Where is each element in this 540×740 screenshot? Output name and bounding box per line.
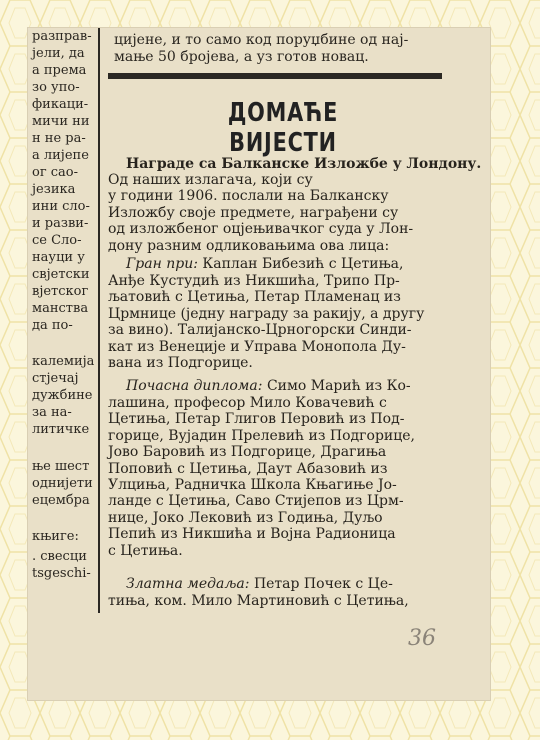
paragraph-line: лашина, професор Мило Ковачевић с xyxy=(108,395,387,411)
left-column-line: калемија xyxy=(32,354,95,369)
diploma-paragraph xyxy=(108,395,415,559)
paragraph-line: с Цетиња. xyxy=(108,542,183,559)
page-number-mark: 36 xyxy=(408,626,436,651)
grand-prix-line xyxy=(126,256,403,272)
column-divider xyxy=(98,28,100,613)
grand-prix-label: Гран при: xyxy=(126,256,198,272)
left-column-line: ецембра xyxy=(32,493,90,508)
article-title-line xyxy=(126,156,481,172)
paragraph-line: Од наших излагача, који су xyxy=(108,172,313,188)
left-column-line: јели, да xyxy=(32,46,85,61)
left-column-line: вјетског xyxy=(32,284,89,299)
gold-first: Петар Почек с Це- xyxy=(253,576,393,592)
left-column-line: ини сло- xyxy=(32,199,90,214)
diploma-label: Почасна диплома: xyxy=(126,378,263,394)
paragraph-line: љатовић с Цетиња, Петар Пламенац из xyxy=(108,289,401,306)
paragraph-line: Поповић с Цетиња, Даут Абазовић из xyxy=(108,460,388,477)
paragraph-line: Улциња, Радничка Школа Књагиње Јо- xyxy=(108,477,397,494)
left-column-line: . свесци xyxy=(32,549,87,564)
left-column-line: ог сао- xyxy=(32,165,79,180)
grand-prix-paragraph xyxy=(108,273,424,371)
left-column-line: зо упо- xyxy=(32,80,80,95)
paragraph-line: Изложбу своје предмете, награђени су xyxy=(108,204,399,221)
left-column-line: да по- xyxy=(32,318,73,333)
left-column-line: однијети xyxy=(32,476,93,491)
left-column-line: и разви- xyxy=(32,216,89,231)
top-line-2: мање 50 бројева, а уз готов новац. xyxy=(114,49,369,65)
paragraph-line: дону разним одликовањима ова лица: xyxy=(108,237,390,254)
section-rule xyxy=(108,73,442,79)
left-column-line: језика xyxy=(32,182,76,197)
left-column-line: фикаци- xyxy=(32,97,89,112)
diploma-line xyxy=(126,378,411,394)
paragraph-line: за вино). Талијанско-Црногорски Синди- xyxy=(108,322,412,339)
section-heading: ДОМАЋЕ ВИЈЕСТИ xyxy=(227,98,339,158)
gold-label: Златна медаља: xyxy=(126,576,250,592)
paragraph-line: вана из Подгорице. xyxy=(108,355,253,372)
grand-prix-first: Каплан Бибезић с Цетиња, xyxy=(202,256,404,272)
left-column-line: манства xyxy=(32,301,89,316)
paragraph-line: кат из Венеције и Управа Монопола Ду- xyxy=(108,338,406,355)
left-column-line: разправ- xyxy=(32,29,92,44)
paragraph-line: Јово Баровић из Подгорице, Драгиња xyxy=(108,444,387,461)
left-column-line: а лијепе xyxy=(32,148,89,163)
left-column-line: свјетски xyxy=(32,267,90,282)
left-column-text xyxy=(28,28,98,700)
paragraph-line: Пепић из Никшића и Војна Радионица xyxy=(108,526,396,543)
article-title: Награде са Балканске Изложбе у Лондону. xyxy=(126,156,482,172)
paragraph-line: Црмнице (једну награду за ракију, а другу xyxy=(108,305,425,322)
left-column-line: мичи ни xyxy=(32,114,90,129)
paragraph-line: нице, Јоко Лековић из Годиња, Дуљо xyxy=(108,509,383,526)
paragraph-line: горице, Вујадин Прелевић из Подгорице, xyxy=(108,427,415,444)
left-column-line: ње шест xyxy=(32,459,90,474)
newspaper-clipping xyxy=(28,28,490,700)
top-line-1: цијене, и то само код поруџбине од нај- xyxy=(114,32,409,48)
left-column-line: tsgeschi- xyxy=(32,566,91,581)
paragraph-line: ланде с Цетиња, Саво Стијепов из Црм- xyxy=(108,493,404,510)
diploma-first: Симо Марић из Ко- xyxy=(266,378,411,394)
paragraph-line: у години 1906. послали на Балканску xyxy=(108,188,389,205)
paragraph-line: Анђе Кустудић из Никшића, Трипо Пр- xyxy=(108,273,400,289)
gold-paragraph xyxy=(108,593,409,609)
left-column-line: књиге: xyxy=(32,529,79,544)
left-column-line: н не ра- xyxy=(32,131,86,146)
left-column-line: науци у xyxy=(32,250,85,265)
paragraph-line: од изложбеног оцјењивачког суда у Лон- xyxy=(108,221,414,238)
left-column-line: стјечај xyxy=(32,371,79,386)
gold-line-2: тиња, ком. Мило Мартиновић с Цетиња, xyxy=(108,593,409,609)
left-column-line: дужбине xyxy=(32,388,93,403)
gold-line xyxy=(126,576,393,592)
left-column-line: за на- xyxy=(32,405,72,420)
paragraph-line: Цетиња, Петар Глигов Перовић из Под- xyxy=(108,411,405,428)
left-column-line: се Сло- xyxy=(32,233,82,248)
intro-paragraph xyxy=(108,172,413,254)
left-column-line: а према xyxy=(32,63,87,78)
left-column-line: литичке xyxy=(32,422,90,437)
